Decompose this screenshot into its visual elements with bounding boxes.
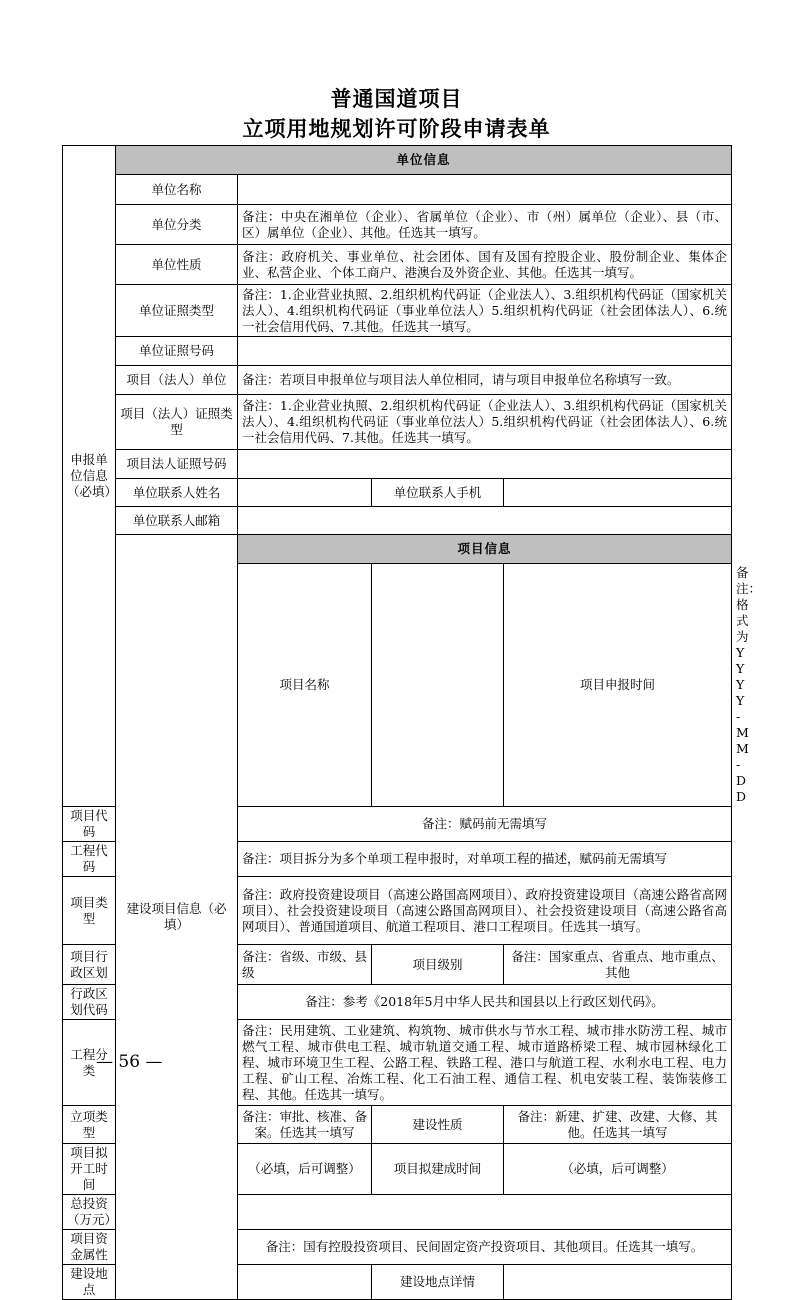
unit-info-header: 单位信息: [116, 146, 732, 175]
location-detail-field[interactable]: [504, 1265, 732, 1300]
unit-section-side-label: 申报单位信息（必填）: [63, 146, 116, 807]
project-name-field[interactable]: [372, 564, 504, 807]
unit-class-field[interactable]: 备注：中央在湘单位（企业）、省属单位（企业）、市（州）属单位（企业）、县（市、区）属单位（企业）、其他。任选其一填写。: [238, 205, 732, 245]
legal-cert-no-field[interactable]: [238, 450, 732, 479]
cert-no-label: 单位证照号码: [116, 337, 238, 366]
build-nature-field[interactable]: 备注：新建、扩建、改建、大修、其他。任选其一填写: [504, 1106, 732, 1144]
project-section-side-label: 建设项目信息（必填）: [116, 535, 238, 1300]
cert-no-field[interactable]: [238, 337, 732, 366]
unit-nature-label: 单位性质: [116, 245, 238, 285]
location-detail-label: 建设地点详情: [372, 1265, 504, 1300]
project-info-header: 项目信息: [238, 535, 732, 564]
project-name-label: 项目名称: [238, 564, 372, 807]
apply-time-label: 项目申报时间: [504, 564, 732, 807]
start-time-label: 项目拟开工时间: [63, 1144, 116, 1195]
contact-name-field[interactable]: [238, 479, 372, 507]
page-number: — 56 —: [96, 1052, 163, 1072]
contact-email-label: 单位联系人邮箱: [116, 507, 238, 535]
project-level-label: 项目级别: [372, 945, 504, 985]
contact-email-field[interactable]: [238, 507, 732, 535]
project-code-label: 项目代码: [63, 807, 116, 842]
contact-phone-label: 单位联系人手机: [372, 479, 504, 507]
cert-type-field[interactable]: 备注：1.企业营业执照、2.组织机构代码证（企业法人）、3.组织机构代码证（国家机关法人）、4.组织机构代码证（事业单位法人）5.组织机构代码证（社会团体法人）、6.统一社会信用代码、7.其他。任选其一填写。: [238, 285, 732, 337]
admin-code-field[interactable]: 备注：参考《2018年5月中华人民共和国县以上行政区划代码》。: [238, 985, 732, 1020]
legal-unit-field[interactable]: 备注：若项目申报单位与项目法人单位相同，请与项目申报单位名称填写一致。: [238, 366, 732, 395]
start-time-field[interactable]: （必填，后可调整）: [238, 1144, 372, 1195]
unit-class-label: 单位分类: [116, 205, 238, 245]
fund-attr-field[interactable]: 备注：国有控股投资项目、民间固定资产投资项目、其他项目。任选其一填写。: [238, 1230, 732, 1265]
admin-code-label: 行政区划代码: [63, 985, 116, 1020]
project-type-label: 项目类型: [63, 877, 116, 945]
eng-code-field[interactable]: 备注：项目拆分为多个单项工程申报时，对单项工程的描述，赋码前无需填写: [238, 842, 732, 877]
eng-class-field[interactable]: 备注：民用建筑、工业建筑、构筑物、城市供水与节水工程、城市排水防涝工程、城市燃气工程、城市供电工程、城市轨道交通工程、城市道路桥梁工程、城市园林绿化工程、城市环境卫生工程、公路工程、铁路工程、港口与航道工程、水利水电工程、电力工程、矿山工程、冶炼工程、化工石油工程、通信工程、机电安装工程、装饰装修工程、其他。任选其一填写。: [238, 1020, 732, 1106]
form-title-line2: 立项用地规划许可阶段申请表单: [242, 116, 551, 141]
legal-cert-type-label: 项目（法人）证照类型: [116, 395, 238, 450]
approval-type-field[interactable]: 备注：审批、核准、备案。任选其一填写: [238, 1106, 372, 1144]
project-level-field[interactable]: 备注：国家重点、省重点、地市重点、其他: [504, 945, 732, 985]
location-label: 建设地点: [63, 1265, 116, 1300]
location-field[interactable]: [238, 1265, 372, 1300]
unit-nature-field[interactable]: 备注：政府机关、事业单位、社会团体、国有及国有控股企业、股份制企业、集体企业、私营企业、个体工商户、港澳台及外资企业、其他。任选其一填写。: [238, 245, 732, 285]
end-time-field[interactable]: （必填，后可调整）: [504, 1144, 732, 1195]
build-nature-label: 建设性质: [372, 1106, 504, 1144]
admin-division-label: 项目行政区划: [63, 945, 116, 985]
legal-unit-label: 项目（法人）单位: [116, 366, 238, 395]
fund-attr-label: 项目资金属性: [63, 1230, 116, 1265]
admin-division-field[interactable]: 备注：省级、市级、县级: [238, 945, 372, 985]
project-type-field[interactable]: 备注：政府投资建设项目（高速公路国高网项目）、政府投资建设项目（高速公路省高网项目）、社会投资建设项目（高速公路国高网项目）、社会投资建设项目（高速公路省高网项目）、普通国道项目、航道工程项目、港口工程项目。任选其一填写。: [238, 877, 732, 945]
form-title-line1: 普通国道项目: [330, 86, 463, 111]
investment-label: 总投资（万元）: [63, 1195, 116, 1230]
approval-type-label: 立项类型: [63, 1106, 116, 1144]
end-time-label: 项目拟建成时间: [372, 1144, 504, 1195]
cert-type-label: 单位证照类型: [116, 285, 238, 337]
application-form-table: 申报单位信息（必填） 单位信息 单位名称 单位分类 备注：中央在湘单位（企业）、省属单位（企业）、市（州）属单位（企业）、县（市、区）属单位（企业）、其他。任选其一填写。 单位性质 备注：政府机关、事业单位、社会团体、国有及国有控股企业、股份制企业、集体企业、私营企业、个体工商户、港澳台及外资企业、其他。任选其一填写。 单位证照类型 备注：1.企业营业执照、2.组织机构代码证（企业法人）、3.组织机构代码证（国家机关法人）、4.组织机构代码证（事业单位法人）5.组织机构代码证（社会团体法人）、6.统一社会信用代码、7.其他。任选其一填写。 单位证照号码 项目（法人）单位 备注：若项目申报单位与项目法人单位相同，请与项目申报单位名称填写一致。 项目（法人）证照类型 备注：1.企业营业执照、2.组织机构代码证（企业法人）、3.组织机构代码证（国家机关法人）、4.组织机构代码证（事业单位法人）5.组织机构代码证（社会团体法人）、6.统一社会信用代码、7.其他。任选其一填写。 项目法人证照号码 单位联系人姓名 单位联系人手机 单位联系人邮箱 建设项目信息（必填） 项目信息 项目名称 项目申报时间 备注：格式为YYYY-MM-DD 项目代码 备注：赋码前无需填写 工程代码 备注：项目拆分为多个单项工程申报时，对单项工程的描述，赋码前无需填写 项目类型 备注：政府投资建设项目（高速公路国高网项目）、政府投资建设项目（高速公路省高网项目）、社会投资建设项目（高速公路国高网项目）、社会投资建设项目（高速公路省高网项目）、普通国道项目、航道工程项目、港口工程项目。任选其一填写。 项目行政区划 备注：省级、市级、县级 项目级别 备注：国家重点、省重点、地市重点、其他 行政区划代码 备注：参考《2018年5月中华人民共和国县以上行政区划代码》。 工程分类 备注：民用建筑、工业建筑、构筑物、城市供水与节水工程、城市排水防涝工程、城市燃气工程、城市供电工程、城市轨道交通工程、城市道路桥梁工程、城市园林绿化工程、城市环境卫生工程、公路工程、铁路工程、港口与航道工程、水利水电工程、电力工程、矿山工程、冶炼工程、化工石油工程、通信工程、机电安装工程、装饰装修工程、其他。任选其一填写。 立项类型 备注：审批、核准、备案。任选其一填写 建设性质 备注：新建、扩建、改建、大修、其他。任选其一填写 项目拟开工时间 （必填，后可调整） 项目拟建成时间 （必填，后可调整） 总投资（万元） 项目资金属性 备注：国有控股投资项目、民间固定资产投资项目、其他项目。任选其一填写。 建设地点 建设地点详情: [62, 145, 732, 1300]
project-code-field[interactable]: 备注：赋码前无需填写: [238, 807, 732, 842]
investment-field[interactable]: [238, 1195, 732, 1230]
contact-name-label: 单位联系人姓名: [116, 479, 238, 507]
legal-cert-no-label: 项目法人证照号码: [116, 450, 238, 479]
contact-phone-field[interactable]: [504, 479, 732, 507]
unit-name-field[interactable]: [238, 175, 732, 205]
eng-code-label: 工程代码: [63, 842, 116, 877]
legal-cert-type-field[interactable]: 备注：1.企业营业执照、2.组织机构代码证（企业法人）、3.组织机构代码证（国家机关法人）、4.组织机构代码证（事业单位法人）5.组织机构代码证（社会团体法人）、6.统一社会信用代码、7.其他。任选其一填写。: [238, 395, 732, 450]
eng-class-label: 工程分类: [63, 1020, 116, 1106]
unit-name-label: 单位名称: [116, 175, 238, 205]
